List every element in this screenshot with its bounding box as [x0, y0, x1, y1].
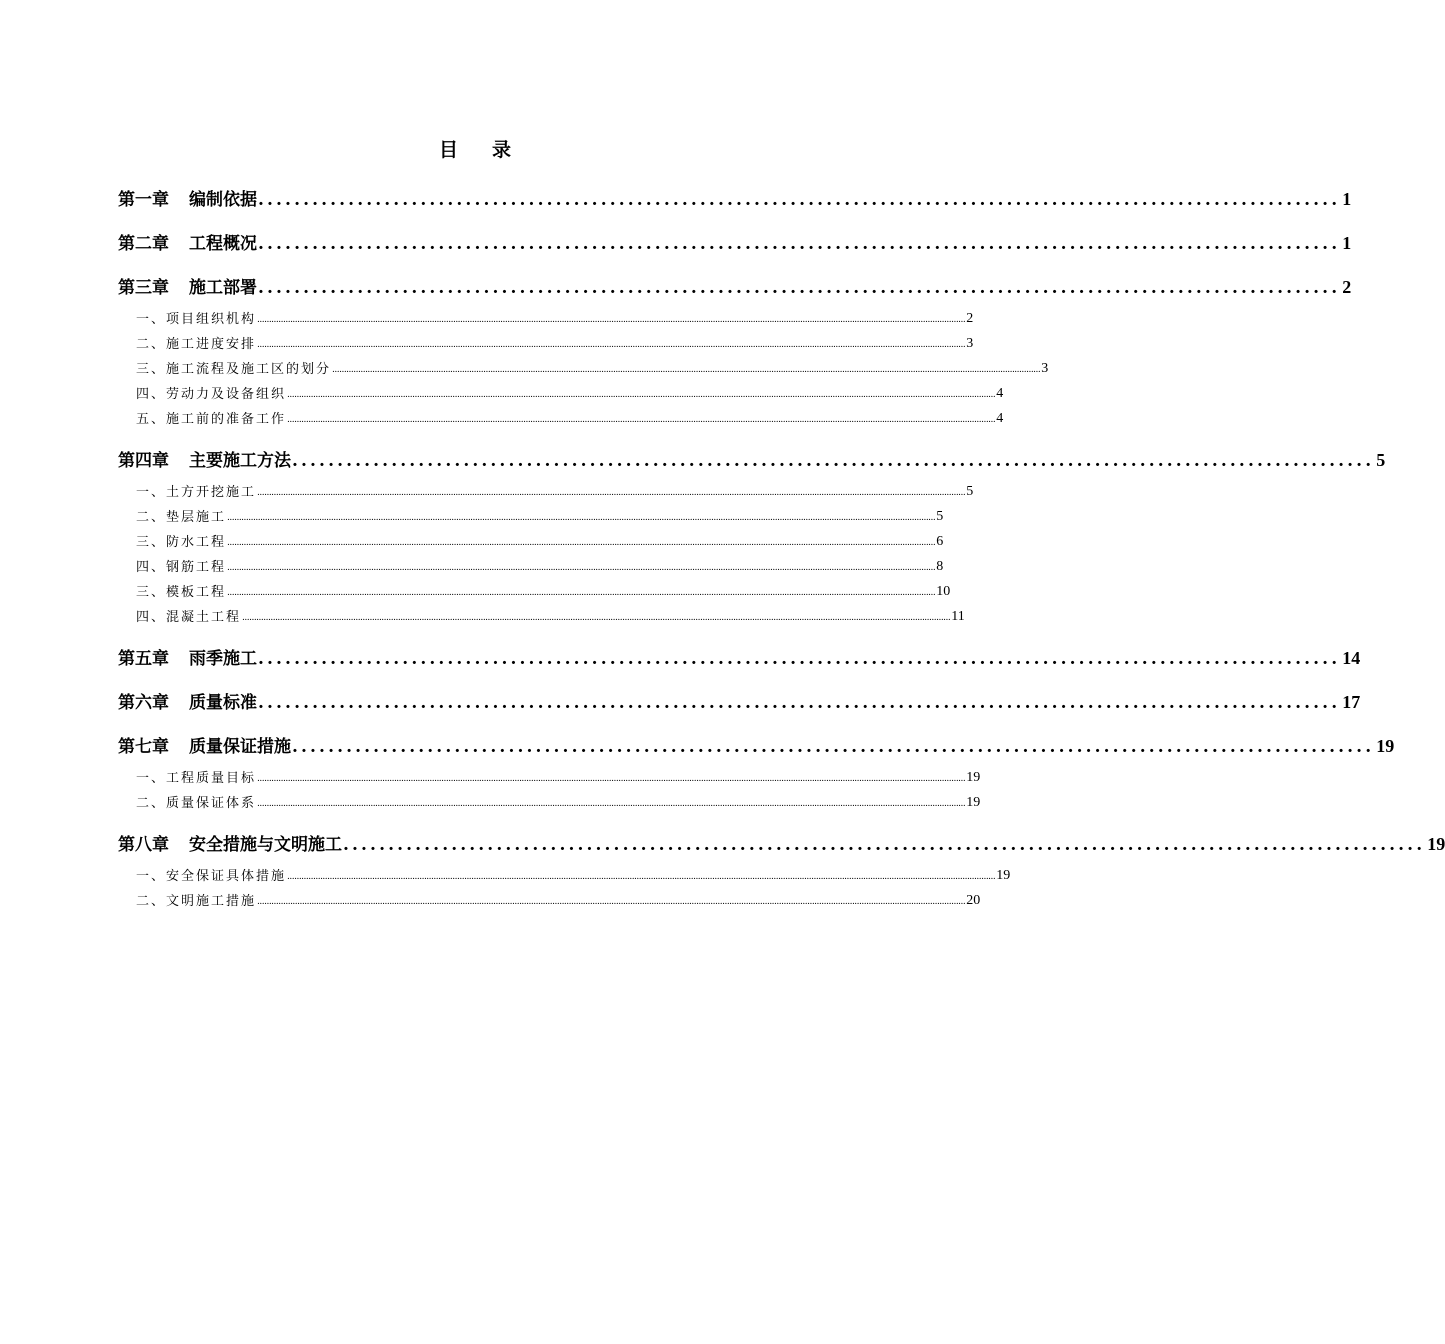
- toc-section-entry[interactable]: [118, 327, 974, 352]
- section-title: 二、文明施工措施: [136, 894, 257, 909]
- section-title: 二、施工进度安排: [136, 337, 257, 352]
- chapter-title: 工程概况: [189, 234, 257, 254]
- toc-section-entry[interactable]: [118, 471, 974, 500]
- section-title: 一、项目组织机构: [136, 312, 257, 327]
- toc-section-entry[interactable]: [118, 377, 1004, 402]
- section-page-number: 11: [951, 609, 965, 624]
- toc-section-entry[interactable]: [118, 786, 981, 811]
- chapter-page-number: 1: [1342, 233, 1352, 253]
- toc-section-entry[interactable]: [118, 525, 944, 550]
- section-page-number: 19: [966, 795, 981, 810]
- dot-leader: ............................................................................................................................................................................................................................................................................................................: [257, 488, 966, 498]
- section-page-number: 20: [966, 893, 981, 908]
- section-page-number: 5: [936, 509, 944, 524]
- section-page-number: 8: [936, 559, 944, 574]
- dot-leader: ............................................................................................................................................................................................................................................................................................................: [242, 613, 951, 623]
- toc-section-entry[interactable]: [118, 298, 974, 327]
- section-page-number: 19: [966, 770, 981, 785]
- toc-chapter-entry[interactable]: [118, 254, 1352, 298]
- section-title: 三、防水工程: [136, 535, 227, 550]
- dot-leader: ........................................................................................................................: [258, 234, 1341, 254]
- dot-leader: ............................................................................................................................................................................................................................................................................................................: [257, 799, 966, 809]
- toc-chapter-entry[interactable]: [118, 669, 1361, 713]
- toc-section-entry[interactable]: [118, 575, 951, 600]
- table-of-contents: [118, 170, 1445, 909]
- chapter-page-number: 2: [1342, 277, 1352, 297]
- section-page-number: 2: [966, 311, 974, 326]
- chapter-title: 质量保证措施: [189, 737, 291, 757]
- chapter-page-number: 17: [1342, 692, 1361, 712]
- toc-section-entry[interactable]: [118, 600, 965, 625]
- section-title: 三、施工流程及施工区的划分: [136, 362, 332, 377]
- toc-title-char-1: 目: [438, 139, 458, 161]
- dot-leader: ............................................................................................................................................................................................................................................................................................................: [257, 897, 966, 907]
- section-page-number: 3: [1041, 361, 1049, 376]
- section-title: 四、混凝土工程: [136, 610, 242, 625]
- toc-section-entry[interactable]: [118, 884, 981, 909]
- chapter-title: 编制依据: [189, 190, 257, 210]
- section-title: 三、模板工程: [136, 585, 227, 600]
- section-title: 一、土方开挖施工: [136, 485, 257, 500]
- dot-leader: ............................................................................................................................................................................................................................................................................................................: [287, 390, 996, 400]
- chapter-number: 第六章: [118, 693, 169, 713]
- dot-leader: ........................................................................................................................: [258, 190, 1341, 210]
- chapter-title: 施工部署: [189, 278, 257, 298]
- dot-leader: ............................................................................................................................................................................................................................................................................................................: [332, 365, 1041, 375]
- dot-leader: ............................................................................................................................................................................................................................................................................................................: [227, 563, 936, 573]
- chapter-page-number: 14: [1342, 648, 1361, 668]
- dot-leader: ........................................................................................................................: [258, 278, 1341, 298]
- toc-title: [0, 135, 950, 162]
- toc-section-entry[interactable]: [118, 757, 981, 786]
- chapter-number: 第四章: [118, 451, 169, 471]
- toc-section-entry[interactable]: [118, 855, 1011, 884]
- chapter-number: 第八章: [118, 835, 169, 855]
- section-title: 四、钢筋工程: [136, 560, 227, 575]
- toc-section-entry[interactable]: [118, 402, 1004, 427]
- section-title: 一、工程质量目标: [136, 771, 257, 786]
- toc-chapter-entry[interactable]: [118, 713, 1395, 757]
- section-page-number: 3: [966, 336, 974, 351]
- dot-leader: ........................................................................................................................: [292, 737, 1375, 757]
- dot-leader: ............................................................................................................................................................................................................................................................................................................: [257, 340, 966, 350]
- chapter-page-number: 1: [1342, 189, 1352, 209]
- chapter-number: 第一章: [118, 190, 169, 210]
- toc-section-entry[interactable]: [118, 500, 944, 525]
- section-title: 四、劳动力及设备组织: [136, 387, 287, 402]
- dot-leader: ............................................................................................................................................................................................................................................................................................................: [287, 872, 996, 882]
- toc-chapter-entry[interactable]: [118, 811, 1445, 855]
- toc-title-char-2: 录: [492, 139, 512, 161]
- dot-leader: ............................................................................................................................................................................................................................................................................................................: [227, 588, 936, 598]
- chapter-title: 安全措施与文明施工: [189, 835, 342, 855]
- toc-chapter-entry[interactable]: [118, 625, 1361, 669]
- section-title: 五、施工前的准备工作: [136, 412, 287, 427]
- section-title: 二、垫层施工: [136, 510, 227, 525]
- chapter-title: 雨季施工: [189, 649, 257, 669]
- chapter-page-number: 19: [1376, 736, 1395, 756]
- chapter-number: 第七章: [118, 737, 169, 757]
- dot-leader: ........................................................................................................................: [258, 693, 1341, 713]
- toc-chapter-entry[interactable]: [118, 427, 1386, 471]
- dot-leader: ........................................................................................................................: [258, 649, 1341, 669]
- section-page-number: 10: [936, 584, 951, 599]
- section-title: 一、安全保证具体措施: [136, 869, 287, 884]
- dot-leader: ............................................................................................................................................................................................................................................................................................................: [227, 538, 936, 548]
- section-title: 二、质量保证体系: [136, 796, 257, 811]
- toc-chapter-entry[interactable]: [118, 210, 1352, 254]
- toc-section-entry[interactable]: [118, 352, 1049, 377]
- chapter-number: 第三章: [118, 278, 169, 298]
- section-page-number: 19: [996, 868, 1011, 883]
- chapter-page-number: 19: [1427, 834, 1445, 854]
- section-page-number: 4: [996, 411, 1004, 426]
- chapter-title: 质量标准: [189, 693, 257, 713]
- dot-leader: ............................................................................................................................................................................................................................................................................................................: [257, 774, 966, 784]
- section-page-number: 6: [936, 534, 944, 549]
- chapter-number: 第五章: [118, 649, 169, 669]
- section-page-number: 5: [966, 484, 974, 499]
- chapter-number: 第二章: [118, 234, 169, 254]
- dot-leader: ........................................................................................................................: [292, 451, 1375, 471]
- toc-chapter-entry[interactable]: [118, 170, 1352, 210]
- chapter-page-number: 5: [1376, 450, 1386, 470]
- dot-leader: ............................................................................................................................................................................................................................................................................................................: [287, 415, 996, 425]
- section-page-number: 4: [996, 386, 1004, 401]
- chapter-title: 主要施工方法: [189, 451, 291, 471]
- dot-leader: ............................................................................................................................................................................................................................................................................................................: [257, 315, 966, 325]
- dot-leader: ........................................................................................................................: [343, 835, 1426, 855]
- dot-leader: ............................................................................................................................................................................................................................................................................................................: [227, 513, 936, 523]
- toc-section-entry[interactable]: [118, 550, 944, 575]
